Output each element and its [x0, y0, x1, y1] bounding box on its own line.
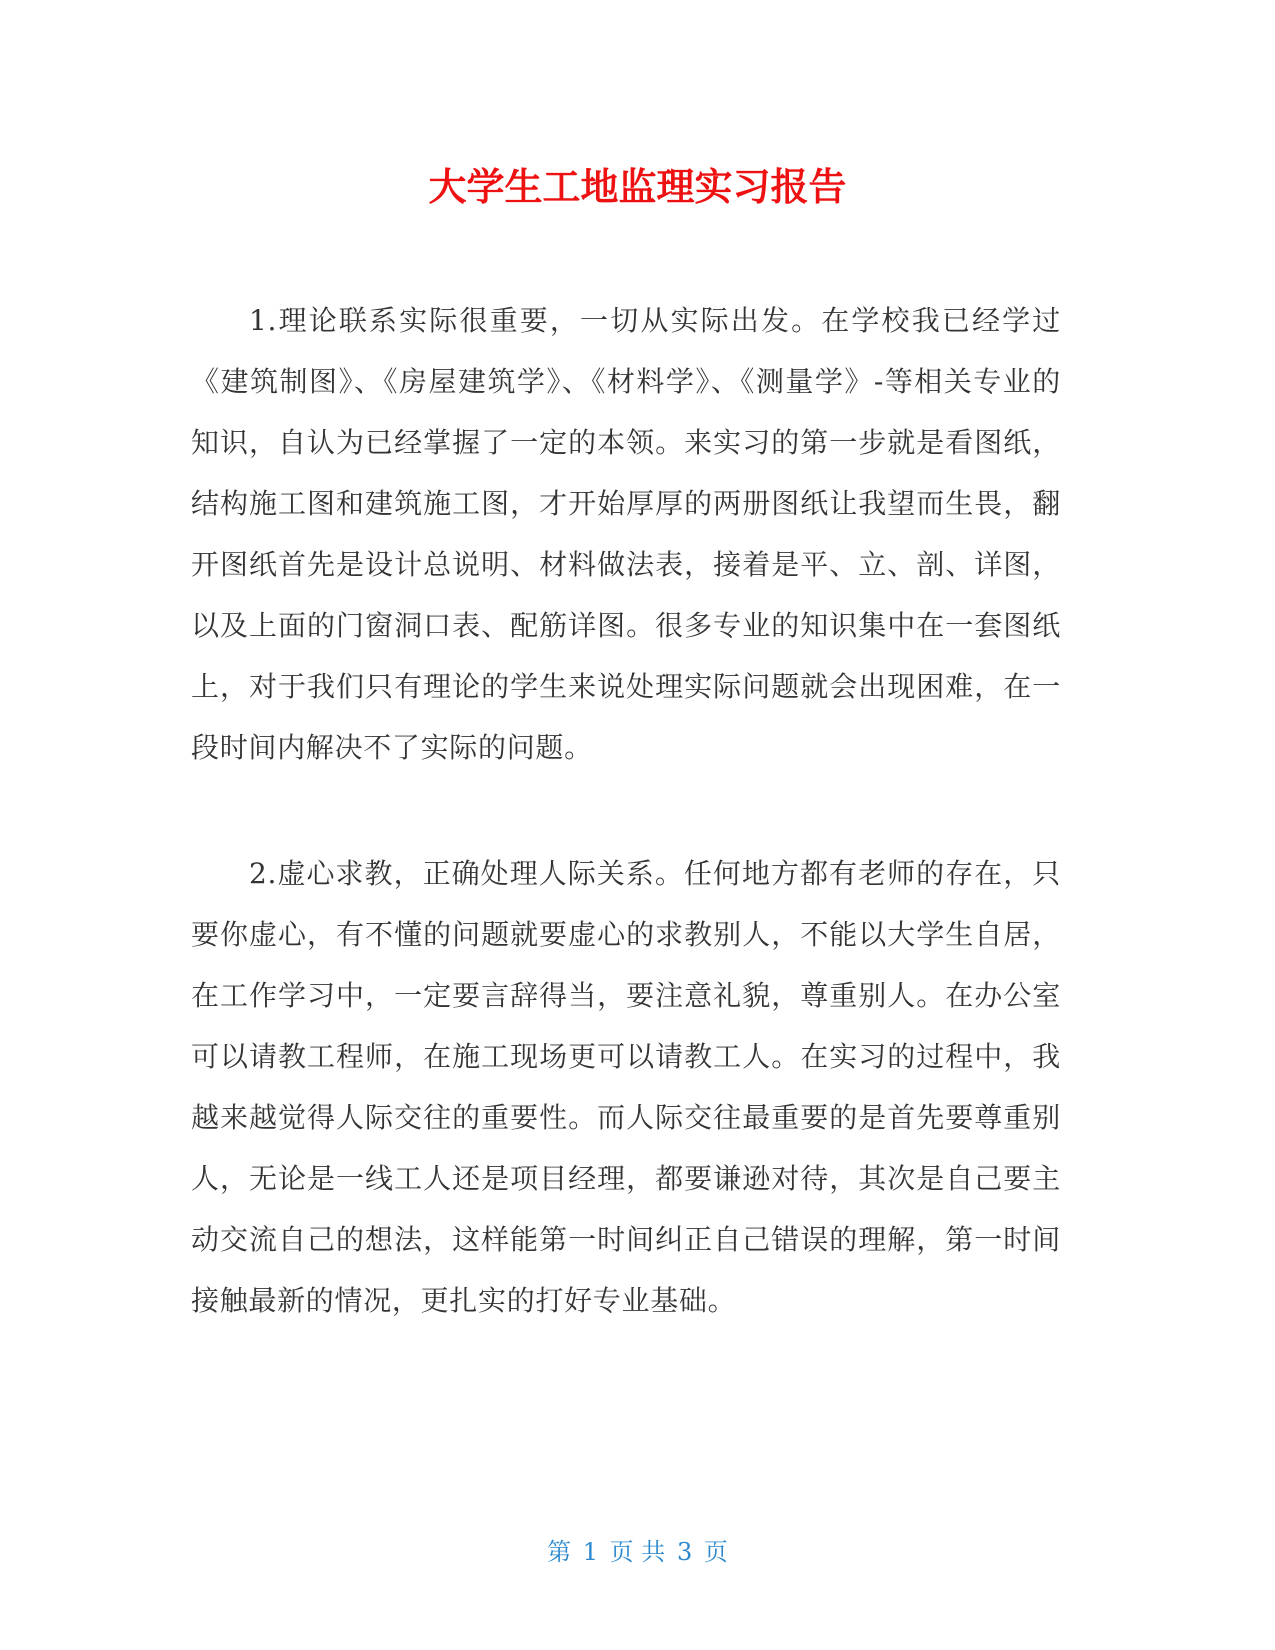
footer-total-pages: 3	[676, 1538, 693, 1566]
paragraph-1: 1.理论联系实际很重要，一切从实际出发。在学校我已经学过《建筑制图》、《房屋建筑学》、《材料学》、《测量学》-等相关专业的知识，自认为已经掌握了一定的本领。来实习的第一步就是看图纸，结构施工图和建筑施工图，才开始厚厚的两册图纸让我望而生畏，翻开图纸首先是设计总说明、材料做法表，接着是平、立、剖、详图，以及上面的门窗洞口表、配筋详图。很多专业的知识集中在一套图纸上，对于我们只有理论的学生来说处理实际问题就会出现困难，在一段时间内解决不了实际的问题。	[191, 304, 1061, 764]
page-footer	[0, 1537, 1275, 1567]
footer-prefix: 第	[547, 1538, 572, 1566]
footer-mid: 页 共	[609, 1538, 666, 1566]
document-title: 大学生工地监理实习报告	[428, 165, 847, 209]
footer-current-page: 1	[582, 1538, 599, 1566]
paragraph-2: 2.虚心求教，正确处理人际关系。任何地方都有老师的存在，只要你虚心，有不懂的问题就要虚心的求教别人，不能以大学生自居，在工作学习中，一定要言辞得当，要注意礼貌，尊重别人。在办公室可以请教工程师，在施工现场更可以请教工人。在实习的过程中，我越来越觉得人际交往的重要性。而人际交往最重要的是首先要尊重别人，无论是一线工人还是项目经理，都要谦逊对待，其次是自己要主动交流自己的想法，这样能第一时间纠正自己错误的理解，第一时间接触最新的情况，更扎实的打好专业基础。	[191, 857, 1061, 1317]
footer-suffix: 页	[703, 1538, 728, 1566]
